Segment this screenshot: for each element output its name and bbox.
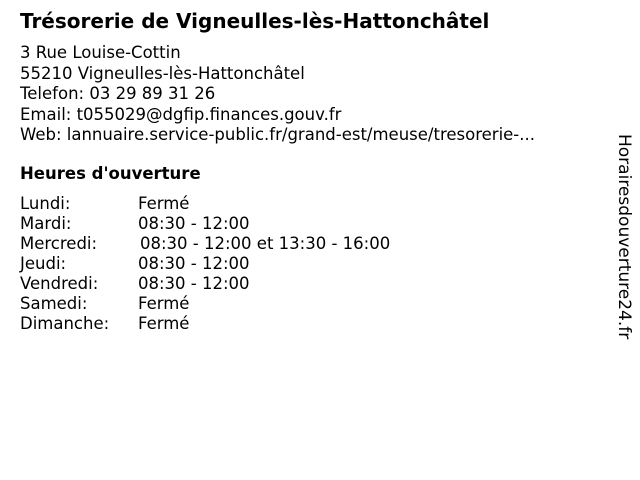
contact-info (20, 43, 535, 146)
watermark (612, 134, 636, 374)
day-label: Dimanche: (20, 314, 110, 333)
watermark-text: Horairesdouverture24.fr (614, 134, 634, 340)
business-title: Trésorerie de Vigneulles-lès-Hattonchâtel (20, 9, 490, 33)
day-hours: 08:30 - 12:00 (138, 214, 250, 233)
day-hours: Fermé (138, 314, 190, 333)
day-hours: Fermé (138, 294, 190, 313)
day-hours: 08:30 - 12:00 (138, 274, 250, 293)
day-label: Jeudi: (20, 254, 67, 273)
day-label: Samedi: (20, 294, 88, 313)
address-street: 3 Rue Louise-Cottin (20, 43, 181, 62)
day-hours: 08:30 - 12:00 (138, 254, 250, 273)
day-label: Vendredi: (20, 274, 99, 293)
email-text: Email: t055029@dgfip.finances.gouv.fr (20, 104, 342, 124)
phone-text: Telefon: 03 29 89 31 26 (20, 84, 216, 104)
day-label: Mardi: (20, 214, 72, 233)
web-text: Web: lannuaire.service-public.fr/grand-est/meuse/tresorerie-... (20, 125, 535, 145)
address-city: 55210 Vigneulles-lès-Hattonchâtel (20, 63, 305, 83)
hours-heading: Heures d'ouverture (20, 164, 201, 183)
day-label: Mercredi: (20, 234, 98, 253)
day-hours: 08:30 - 12:00 et 13:30 - 16:00 (140, 234, 391, 253)
day-label: Lundi: (20, 194, 71, 213)
day-hours: Fermé (138, 194, 190, 213)
